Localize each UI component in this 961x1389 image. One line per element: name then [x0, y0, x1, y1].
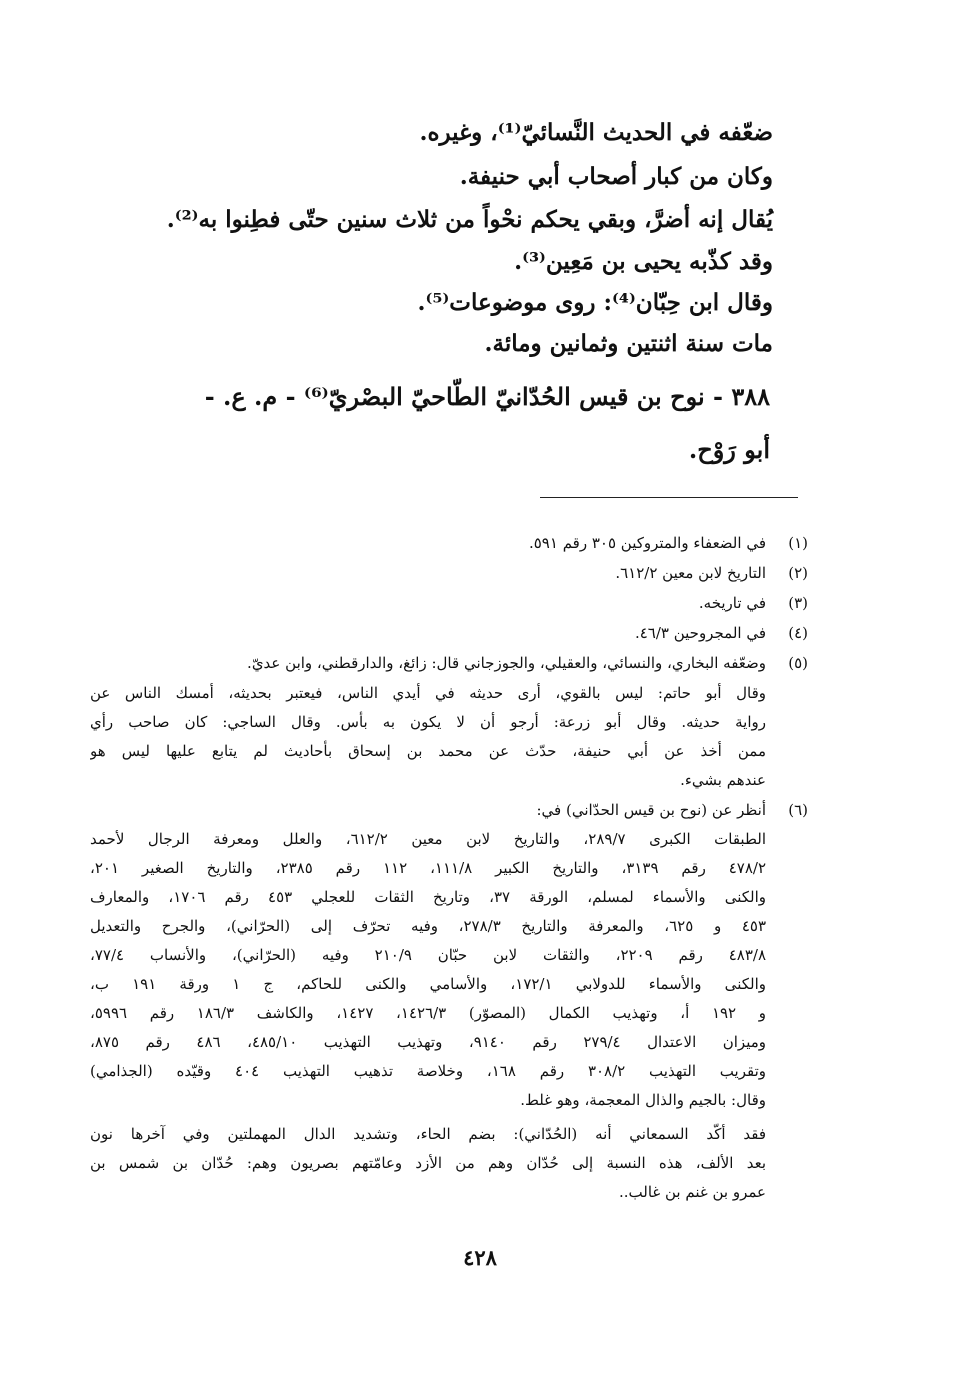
footnote-1: [90, 530, 808, 556]
footnote-5-line: عندهم بشيء.: [680, 771, 766, 789]
main-line-6: مات سنة اثنتين وثمانين ومائة.: [484, 330, 773, 357]
footnote-number: (٢): [788, 564, 808, 582]
footnote-number: (٦): [788, 801, 808, 819]
footnote-text: أنظر عن (نوح بن قيس الحدّاني) في:: [536, 801, 766, 819]
footnote-number: (٤): [788, 624, 808, 642]
footnote-separator: [540, 497, 798, 498]
main-line-2: وكان من كبار أصحاب أبي حنيفة.: [459, 163, 773, 190]
footnote-number: (٣): [788, 594, 808, 612]
main-line-3: يُقال إنه أضرَّ، وبقي يحكم نحْواً من ثلاث سنين حتّى فطِنوا به⁽²⁾.: [166, 206, 773, 233]
footnote-6-line: بعد الألف، هذه النسبة إلى حُدّان وهم من الأزد وعامّتهم بصريون وهم: حُدّان بن شمس بن: [90, 1154, 766, 1172]
footnote-5-line: ممن أخذ عن أبي حنيفة، حدّث عن محمد بن إسحاق بأحاديث لم يتابع عليها ليس هو: [90, 742, 766, 760]
footnote-text: في المجروحين ٤٦/٣.: [634, 624, 766, 642]
footnote-6-line: وميزان الاعتدال ٢٧٩/٤ رقم ٩١٤٠، وتهذيب التهذيب ٤٨٥/١٠، ٤٨٦ رقم ٨٧٥،: [90, 1033, 766, 1051]
footnote-6: [90, 797, 808, 823]
footnote-2: [90, 560, 808, 586]
footnote-6-line: ٤٧٨/٢ رقم ٣١٣٩، والتاريخ الكبير ١١١/٨، ١١٢ رقم ٢٣٨٥، والتاريخ الصغير ٢٠١،: [90, 859, 766, 877]
main-line-5: وقال ابن حِبّان⁽⁴⁾: روى موضوعات⁽⁵⁾.: [417, 289, 773, 316]
entry-kunya: أبو رَوْح.: [688, 435, 770, 464]
footnote-4: [90, 620, 808, 646]
footnote-text: وضعّفه البخاري، والنسائي، والعقيلي، والجوزجاني قال: زائغ، والدارقطني، وابن عديّ.: [247, 654, 766, 672]
footnote-5-line: وقال أبو حاتم: ليس بالقوي، أرى حديثه في أيدي الناس، فيعتبر بحديثه، أمسك الناس عن: [90, 684, 766, 702]
footnote-6-line: والكنى والأسماء لمسلم، الورقة ٣٧، وتاريخ الثقات للعجلي ٤٥٣ رقم ١٧٠٦، والمعارف: [90, 888, 766, 906]
footnote-text: في الضعفاء والمتروكين ٣٠٥ رقم ٥٩١.: [528, 534, 766, 552]
footnote-6-line: و ١٩٢ أ، وتهذيب الكمال (المصوّر) ١٤٢٦/٣، ١٤٢٧، والكاشف ١٨٦/٣ رقم ٥٩٩٦،: [90, 1004, 766, 1022]
footnote-3: [90, 590, 808, 616]
footnote-5-line: رواية حديثه. وقال أبو زرعة: أرجو أن لا يكون به بأس. وقال الساجي: كان صاحب رأي: [90, 713, 766, 731]
footnote-6-line: وقال: بالجيم والذال المعجمة، وهو غلط.: [520, 1091, 766, 1109]
footnote-6-line: الطبقات الكبرى ٢٨٩/٧، والتاريخ لابن معين ٦١٢/٢، والعلل ومعرفة الرجال لأحمد: [90, 830, 766, 848]
footnote-6-line: والكنى والأسماء للدولابي ١٧٢/١، والأسامي والكنى للحاكم، ج ١ ورقة ١٩١ ب،: [90, 975, 766, 993]
footnote-6-line: ٤٨٣/٨ رقم ٢٢٠٩، والثقات لابن حبّان ٢١٠/٩ وفيه (الحرّاني)، والأنساب ٧٧/٤،: [90, 946, 766, 964]
main-line-1: ضعّفه في الحديث النَّسائيّ⁽¹⁾، وغيره.: [419, 119, 773, 146]
footnote-6-line: عمرو بن غنم بن غالب..: [618, 1183, 766, 1201]
footnote-number: (١): [788, 534, 808, 552]
entry-heading: ٣٨٨ - نوح بن قيس الحُدّانيّ الطّاحيّ البصْريّ⁽⁶⁾ - م. ع. -: [204, 382, 770, 411]
footnote-5: [90, 650, 808, 676]
page-number: ٤٢٨: [463, 1245, 497, 1270]
footnote-text: في تاريخه.: [698, 594, 766, 612]
footnote-6-line: فقد أكّد السمعاني أنه (الحُدّاني): بضم الحاء، وتشديد الدال المهملتين وفي آخرها نون: [90, 1125, 766, 1143]
footnote-text: التاريخ لابن معين ٦١٢/٢.: [615, 564, 766, 582]
main-line-4: وقد كذّبه يحيى بن مَعِين⁽³⁾.: [514, 248, 773, 275]
footnote-number: (٥): [788, 654, 808, 672]
footnote-6-line: وتقريب التهذيب ٣٠٨/٢ رقم ١٦٨، وخلاصة تذهيب التهذيب ٤٠٤ وقيّده (الجذامي): [90, 1062, 766, 1080]
footnote-6-line: ٤٥٣ و ٦٢٥، والمعرفة والتاريخ ٢٧٨/٣، وفيه تحرّف إلى (الحرّاني)، والجرح والتعديل: [90, 917, 766, 935]
